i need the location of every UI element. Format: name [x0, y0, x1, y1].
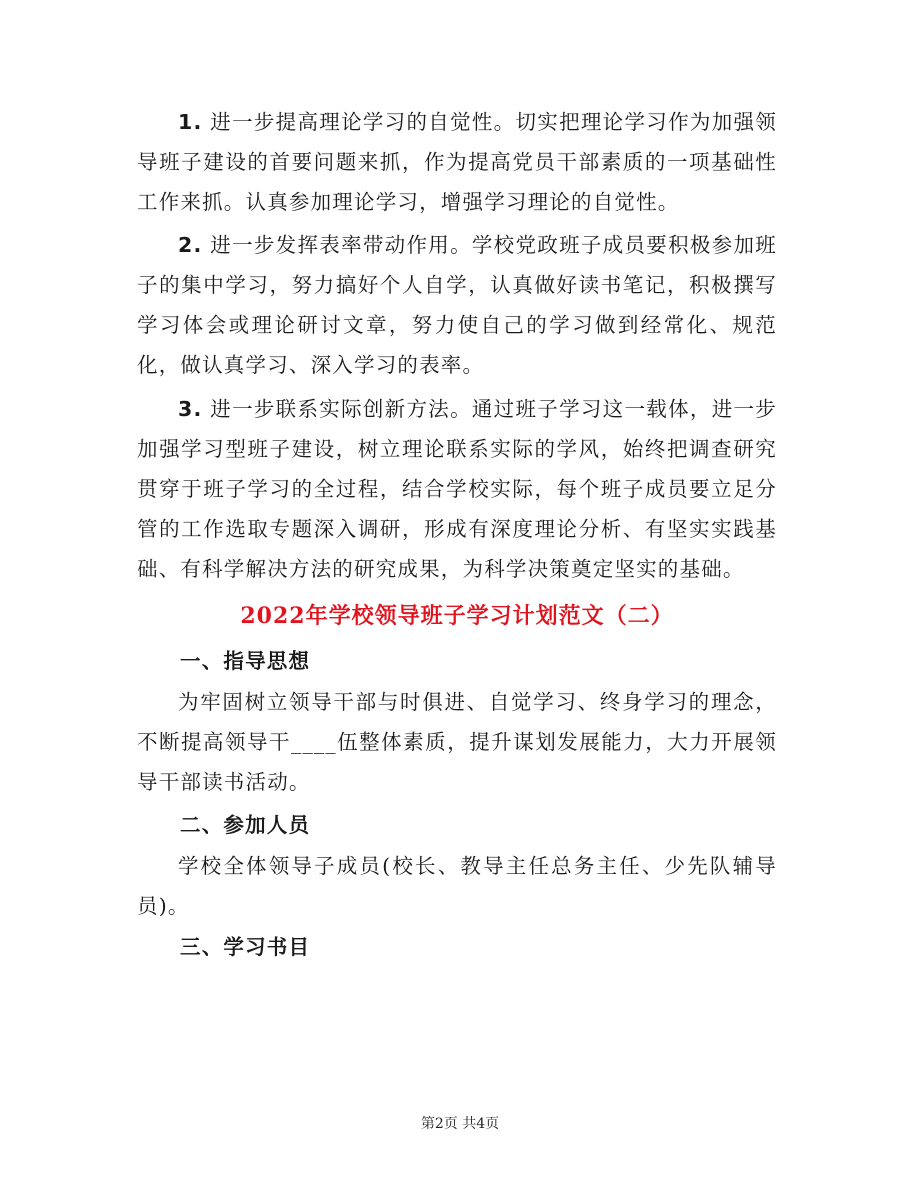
item-number: 1.	[178, 110, 203, 134]
page-footer: 第2页 共4页	[420, 1116, 500, 1132]
item-number: 2.	[178, 233, 203, 257]
heading-guiding-thought: 一、指导思想	[180, 649, 311, 673]
paragraph-text: 进一步发挥表率带动作用。学校党政班子成员要积极参加班子的集中学习，努力搞好个人自学，认真做好读书笔记，积极撰写学习体会或理论研讨文章，努力使自己的学习做到经常化、规范化，做认真学习、深入学习的表率。	[137, 233, 777, 377]
section-title: 2022年学校领导班子学习计划范文（二）	[240, 603, 674, 629]
paragraph-3	[137, 389, 777, 589]
paragraph-text: 进一步提高理论学习的自觉性。切实把理论学习作为加强领导班子建设的首要问题来抓，作为提高党员干部素质的一项基础性工作来抓。认真参加理论学习，增强学习理论的自觉性。	[137, 110, 777, 214]
heading-reading-list: 三、学习书目	[180, 935, 311, 959]
paragraph-text: 进一步联系实际创新方法。通过班子学习这一载体，进一步加强学习型班子建设，树立理论联系实际的学风，始终把调查研究贯穿于班子学习的全过程，结合学校实际，每个班子成员要立足分管的工作选取专题深入调研，形成有深度理论分析、有坚实实践基础、有科学解决方法的研究成果，为科学决策奠定坚实的基础。	[137, 397, 777, 581]
heading-participants: 二、参加人员	[180, 813, 311, 837]
item-number: 3.	[178, 397, 203, 421]
paragraph-2	[137, 225, 777, 385]
paragraph-participants: 学校全体领导子成员(校长、教导主任总务主任、少先队辅导员)。	[137, 854, 777, 918]
paragraph-guiding-thought: 为牢固树立领导干部与时俱进、自觉学习、终身学习的理念，不断提高领导干____伍整体素质，提升谋划发展能力，大力开展领导干部读书活动。	[137, 690, 777, 794]
paragraph-1	[137, 102, 777, 222]
